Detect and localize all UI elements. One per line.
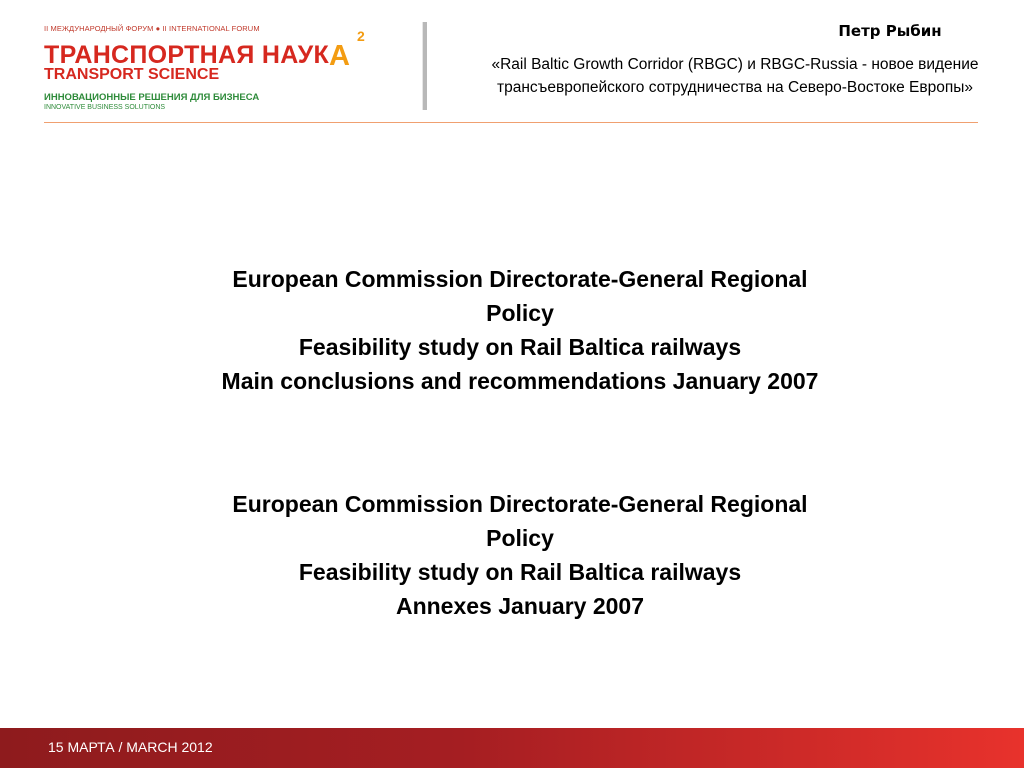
study-reference-main-conclusions	[130, 262, 910, 398]
footer-bar	[0, 728, 1024, 768]
header-divider	[422, 22, 427, 110]
block2-line4: Annexes January 2007	[395, 593, 645, 619]
block2-line1: European Commission Directorate-General Regional	[232, 491, 808, 517]
logo-title-ru-part2: А	[329, 40, 351, 72]
speaker-name: Петр Рыбин	[838, 22, 942, 40]
block1-line1: European Commission Directorate-General Regional	[232, 266, 808, 292]
block1-line4: Main conclusions and recommendations January 2007	[221, 368, 819, 394]
logo-title-en: TRANSPORT SCIENCE	[44, 66, 220, 83]
block1-line2: Policy	[486, 300, 554, 326]
logo-title-ru-part1: ТРАНСПОРТНАЯ НАУК	[44, 41, 330, 69]
logo-forum-line: II МЕЖДУНАРОДНЫЙ ФОРУМ ● II INTERNATIONAL FORUM	[44, 24, 260, 33]
block2-line3: Feasibility study on Rail Baltica railways	[298, 559, 742, 585]
block1-line3: Feasibility study on Rail Baltica railways	[298, 334, 742, 360]
talk-title: «Rail Baltic Growth Corridor (RBGC) и RBGC-Russia - новое видение трансъевропейского сотрудничества на Северо-Востоке Европы»	[491, 56, 979, 96]
logo-subtitle-en: INNOVATIVE BUSINESS SOLUTIONS	[44, 104, 166, 111]
block2-line2: Policy	[486, 525, 554, 551]
footer-date: 15 МАРТА / MARCH 2012	[48, 739, 213, 755]
logo-superscript: 2	[357, 28, 365, 44]
logo-subtitle-ru: ИННОВАЦИОННЫЕ РЕШЕНИЯ ДЛЯ БИЗНЕСА	[44, 92, 260, 103]
forum-logo	[44, 24, 384, 114]
header-rule	[44, 122, 978, 123]
study-reference-annexes	[130, 487, 910, 623]
